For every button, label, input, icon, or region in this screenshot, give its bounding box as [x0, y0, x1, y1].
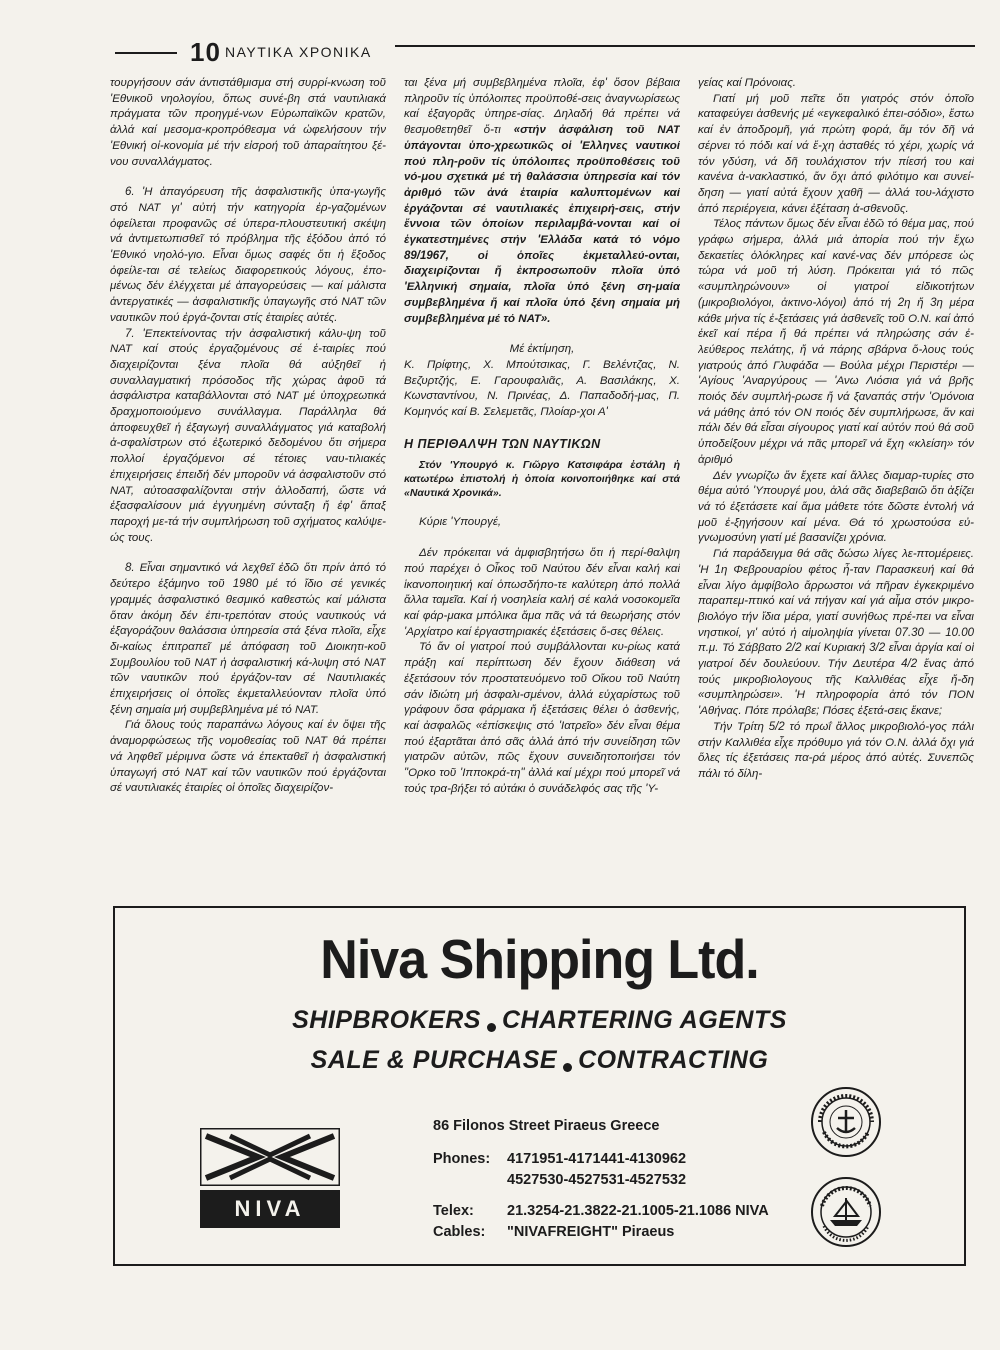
bullet-icon — [563, 1063, 572, 1072]
page-header — [115, 37, 975, 70]
ad-telex — [433, 1201, 769, 1222]
telex-label: Telex: — [433, 1203, 474, 1219]
magazine-title: ΝΑΥΤΙΚΑ ΧΡΟΝΙΚΑ — [225, 44, 372, 60]
section-title: Η ΠΕΡΙΘΑΛΨΗ ΤΩΝ ΝΑΥΤΙΚΩΝ — [404, 436, 601, 451]
paragraph: Τό ἄν οἱ γιατροί πού συμβάλλονται κυ-ρίως κατά πράξη καί περίπτωση δέν ἔχουν διάθεση νά ἐξετάσουν τόν προστατευόμενο τοῦ Οἴκου τοῦ Ναύτη σάν ἰδιώτη μή ἀσφαλι-σμένον, ἀλλά εὐχαρίστως τοῦ γράφουν ὅσα φάρμακα ἤ ἐξετάσεις θέλει ὁ ἀσθενής, καί ἀσφαλῶς «ἐπίσκεψις στό 'Ιατρεῖο» δέν εἶναι θέμα πού ἐξαρτᾶται ἀπό σᾶς ἀλλά ἀπό τήν συνείδηση τῶν γιατρῶν αὐτῶν, πῶς ἔχουν συνειδητοποιήσει τόν "Ορκο τοῦ 'Ιπποκρά-τη" ἀλλά καί μέχρι πού μπορεῖ νά τούς τρα-βήξει τό αὐτάκι ὁ συνάδελφός σας τῆς 'Υ- — [404, 641, 680, 795]
bullet-icon — [487, 1023, 496, 1032]
ad-services-line — [115, 1006, 964, 1035]
paragraph: 7. 'Επεκτείνοντας τήν ἀσφαλιστική κάλυ-ψη τοῦ ΝΑΤ καί στούς ἐργαζομένους σέ ἑ-ταιρίες πού διαχειρίζονται ξένα πλοῖα θά αὐξηθεῖ ἡ συναλλαγματική πρόσοδος τῆς χώρας ἀφοῦ τά ἀσφάλιστρα καταβάλλονται στό ΝΑΤ μέ ὑποχρεωτικά δραχμοποιούμενο συνάλλαγμα. Παράλληλα θά ἀποφευχθεῖ ἡ ἐξαγωγή συναλλάγματος γιά καταβολή ἀ-σφαλίστρων στό ἐξωτερικό δεδομένου ὅτι σήμερα πολλοί ἐργαζόμενοι σέ τέτοιες ναυ-τιλιακές ἐπιχειρήσεις ἐπειδή δέν μποροῦν νά ἀσφαλιστοῦν στό ΝΑΤ, αὐτοασφαλίζονται στήν ἀλλοδαπή, ὥστε νά ἐξασφαλίσουν μιά ἐγγυημένη σύνταξη ἤ ἐφ' ἅπαξ παροχή με-τά τήν συμπλήρωση τοῦ σχήματος καλύψε-ώς τους. — [110, 327, 386, 544]
phones-label: Phones: — [433, 1151, 491, 1167]
paragraph: Δέν γνωρίζω ἄν ἔχετε καί ἄλλες διαμαρ-τυρίες στο θέμα αὐτό 'Υπουργέ μου, ἀλά σᾶς διαβεβαιῶ ὅτι ἀξίζει νά τό ἐξετάσετε καί ἅμα μάθετε τότε δῶστε ἐντολή νά μοῦ ἐ-ξηγήσουν καί μένα. Θά τό χρωστούσα εὐ-γνωμοσύνη γιατί μέ βασανίζει χρόνια. — [698, 469, 974, 545]
niva-logo — [200, 1128, 340, 1228]
signatories: Κ. Πρίφτης, Χ. Μπούτσικας, Γ. Βελέντζας, Ν. Βεζυρτζής, Ε. Γαρουφαλιᾶς, Α. Βασιλάκης, Χ. Κωνσταντίνου, Ν. Πρινέας, Δ. Παπαδοδή-μας, Π. Κομηνός καί Β. Σελεμετᾶς, Πλοίαρ-χοι Α' — [404, 358, 680, 419]
closing-greeting: Μέ ἐκτίμηση, — [509, 343, 575, 356]
paragraph-text: ται ξένα μή συμβεβλημένα πλοῖα, ἐφ' ὅσον βέβαια πληροῦν τίς ὑπόλοιπες προϋποθέ-σεις ἀναγνωρίσεως καί ἐξαγορᾶς ὑπηρε-σίας. Δηλαδή θά πρέπει νά θεσμοθετηθεῖ ὅ-τι — [404, 77, 680, 137]
ship-emblem-seal-icon — [810, 1176, 882, 1248]
bold-quote: «στήν ἀσφάλιση τοῦ ΝΑΤ ὑπάγονται ὑπο-χρεωτικῶς οἱ 'Ελληνες ναυτικοί πού πλη-ροῦν τίς ὑπόλοιπες προϋποθέσεις τοῦ νό-μου σχετικά μέ τή θαλάσσια ὑπηρεσία καί τόν ἀριθμό τῶν ἀνά ἑταιρία καλυπτομένων καί ἐργάζονται σέ ναυτιλιακές ἐπιχειρή-σεις, στήν ἔννοια τῶν ὁποίων περιλαμβά-νονται καί οἱ ἐγκατεστημένες στήν 'Ελλάδα κατά τό νόμο 89/1967, οἱ ὁποῖες ἐκμεταλλεύ-ονται, διαχειρίζονται ἤ ἐκπροσωποῦν πλοῖα ὑπό 'Ελληνική σημαία, πλοῖα ὑπό ξένη ση-μαία συμβεβλημένα ἤ καί πλοῖα ὑπό ξένη σημαία μή συμβεβλημένα μέ τό ΝΑΤ». — [404, 124, 680, 325]
paragraph: Δέν πρόκειται νά ἀμφισβητήσω ὅτι ἡ περί-θαλψη πού παρέχει ὁ Οἶκος τοῦ Ναύτου δέν εἶναι καλή καί ἱκανοποιητική καί ὁπωσδήπο-τε καλύτερη ἀπό πολλά ἄλλα ταμεῖα. Καί ἡ νοσηλεία καλή σέ καλά νοσοκομεῖα καί φάρ-μακα μπόλικα ἅμα πᾶς νά τά θεωρήσης στόν 'Αρχίατρο καί ἐργαστηριακές ἐξετάσεις ὅ-σες θέλεις. — [404, 547, 680, 638]
paragraph: Γιά ὅλους τούς παραπάνω λόγους καί ἐν ὄψει τῆς ἀναμορφώσεως τῆς νομοθεσίας τοῦ ΝΑΤ θά πρέπει νά ληφθεῖ μέριμνα ὥστε νά ἐπεκταθεῖ ἡ ἀσφαλιστική ὑπαγωγή στό ΝΑΤ καί τῶν ναυτικῶν πού ἐργάζονται σέ ναυτιλιακές ἑταιρίες οἱ ὁποῖες διαχειρίζον- — [110, 719, 386, 795]
paragraph: γείας καί Πρόνοιας. — [698, 77, 796, 89]
paragraph: 8. Εἶναι σημαντικό νά λεχθεῖ ἐδῶ ὅτι πρίν ἀπό τό δεύτερο ἑξάμηνο τοῦ 1980 μέ τό ἴδιο σέ γενικές γραμμές ἀσφαλιστικό θεσμικό καθεστώς καί μάλιστα ὅταν ἀκόμη δέν ἐπι-τρεπόταν στούς ναυτικούς νά ἐξαγοράζουν θαλάσσια ὑπηρεσία στά ξένα πλοῖα, εἶχε δι-καίως ἐπιτραπεῖ μέ ἀπόφαση τοῦ Διοικητι-κοῦ Συμβουλίου τοῦ ΝΑΤ ἡ ἀσφαλιστική κά-λυψη στό ΝΑΤ τῶν ναυτικῶν πού ἐργάζον-ταν σέ Ναυτιλιακές ἐπιχειρήσεις οἱ ὁποῖες ἐκμεταλλεύονταν πλοῖα ὑπό ξένη σημαία μή συμβεβλημένα μέ τό ΝΑΤ. — [110, 562, 386, 716]
paragraph: Τέλος πάντων ὅμως δέν εἶναι ἐδῶ τό θέμα μας, πού γράφω σήμερα, ἀλλά μιά ἀπορία πού τήν ἔχω δεκαετίες ὁλόκληρες καί κανέ-νας δέν μπόρεσε ὡς τώρα νά μοῦ τή λύση. Πρόκειται γιά τό πῶς «συμπληρώνουν» οἱ γιατροί εἰδικοτήτων (μικροβιολόγοι, ἀκτινο-λόγοι) ἀπό τή 2η ἤ 3η μέρα κάθε μήνα τίς ἐ-ξετάσεις γιά ἀσθενεῖς τοῦ Ο.Ν. καί ἀπό ἐκεῖ καί πέρα ἤ θά πρέπει νά πληρώσης σάν ἐ-λεύθερος πελάτης, ἤ νά πάρης σβάρνα ὅ-λους τούς γιατρούς ἀπό Γλυφάδα — Βούλα μέχρι Περιστέρι — 'Αγίους 'Αναργύρους — 'Ανω Λιόσια γιά νά βρῆς ποιός δέν συμπλή-ρωσε ἤ νά ξαναπάς στήν 'Ομόνοια νά μάθης ἀπό τόν ΟΝ ποιός δέν συμπλήρωσε, ἄν καί πάλι δέν θά εἶσαι σίγουρος γιατί καί αὐτόν πού θά σοῦ ὑποδείξουν μέχρι νά πᾶς μπορεῖ νά ἔχη «κλείση» τόν ἀριθμό — [698, 218, 974, 466]
ad-contact-info — [433, 1116, 769, 1243]
header-rule — [115, 52, 177, 54]
ad-address: 86 Filonos Street Piraeus Greece — [433, 1118, 660, 1134]
header-rule — [395, 45, 975, 47]
column-2 — [404, 76, 680, 896]
paragraph: Τήν Τρίτη 5/2 τό πρωΐ ἄλλος μικροβιολό-γος πάλι στήν Καλλιθέα εἶχε πρόθυμο γιά τόν Ο.Ν. ἀλλά ὄχι γιά ὅλες τίς ἐξετάσεις πα-ρά μέρος ἀπό αὐτές. Συνεπῶς πάλι τό δίλη- — [698, 720, 974, 780]
shipbrokers-association-seal-icon — [810, 1086, 882, 1158]
ad-service: SALE & PURCHASE — [310, 1046, 558, 1074]
cables-label: Cables: — [433, 1224, 486, 1240]
telex-value: 21.3254-21.3822-21.1005-21.1086 NIVA — [507, 1203, 769, 1219]
ad-service: SHIPBROKERS — [292, 1006, 481, 1034]
salutation: Κύριε 'Υπουργέ, — [419, 516, 502, 529]
paragraph: Γιά παράδειγμα θά σᾶς δώσω λίγες λε-πτομέρειες. 'Η 1η Φεβρουαρίου φέτος ἦ-ταν Παρασκευή καί θά εἶναι λίγο ἀμφίβολο ἄρρωστοι νά πῆραν ἐγκεκριμένο παραπεμ-πτικό καί νά πήγαν καί γιά αἷμα στόν μικρο-βιολόγο τήν ἴδια μέρα, γιατί συνήθως πρέ-πει να εἶναι νηστικοί, γι' αὐτό ἡ αἱμοληψία γίνεται 07.30 — 10.00 π.μ. Τό Σάββατο 2/2 καί Κυριακή 3/2 εἶναι ἀργία καί οἱ γιατροί δέν δουλεύουν. Τήν Δευτέρα 4/2 ἕνας ἀπό τούς μικροβιολογους τῆς Καλλιθέας εἶχε ἤ-δη «συμπληρώσει». 'Η πληροφορία ἀπό τόν ΠΟΝ 'Αθήνας. Πότε πρόλαβε; Πόσες ἐξετά-σεις ἔκανε; — [698, 548, 974, 718]
niva-advertisement — [113, 906, 966, 1266]
page-number: 10 — [190, 37, 221, 67]
ad-service: CONTRACTING — [578, 1046, 769, 1074]
niva-logo-mark-icon — [200, 1128, 340, 1186]
paragraph: τουργήσουν σάν άντιστάθμισμα στή συρρί-κνωση τοῦ 'Εθνικοῦ νηολογίου, ὅπως συνέ-βη στά ναυτιλιακά πράγματα τῶν προηγμέ-νων Εὐρωπαϊκῶν κρατῶν, ἀλλά καί μεσομα-κροπρόθεσμα νά ὠφελήσουν τήν 'Εθνική οἰ-κονομία μέ τήν εἰσροή τοῦ ἀπαραίτητου ξέ-νου συναλλάγματος. — [110, 77, 386, 168]
ad-phones — [433, 1149, 769, 1170]
section-intro: Στόν 'Υπουργό κ. Γιῶργο Κατσιφάρα ἐστάλη ἡ κατωτέρω ἐπιστολή ἡ ὁποία κοινοποιήθηκε καί στά «Ναυτικά Χρονικά». — [404, 459, 680, 500]
paragraph — [404, 76, 680, 327]
ad-services-line — [115, 1046, 964, 1075]
cables-value: "NIVAFREIGHT" Piraeus — [507, 1224, 675, 1240]
phones-value: 4527530-4527531-4527532 — [507, 1172, 687, 1188]
paragraph: 6. 'Η ἀπαγόρευση τῆς ἀσφαλιστικῆς ὑπα-γωγῆς στό ΝΑΤ γι' αὐτή τήν κατηγορία ἐρ-γαζομένων ὀφείλεται προφανῶς σέ ὑπερα-πλουστευτική σκέψη νά ἀντιμετωπισθεῖ τό πρόβλημα τῆς ἐξόδου ἀπό τό 'Εθνικό νηολό-γιο. Εἶναι ὅμως σαφές ὅτι ἡ ἔξοδος ὀφείλε-ται σέ τελείως διαφορετικούς λόγους, ἐπο-μένως δέν ἐλέγχεται μέ ἀπαγορεύσεις — καί μάλιστα ἀντεργατικές — ἀσφαλιστικῆς ὑπαγωγῆς στό ΝΑΤ τῶν ναυτικῶν πού ἐργά-ζονται στίς ἑταιρίες αὐτές. — [110, 186, 386, 324]
ad-service: CHARTERING AGENTS — [501, 1006, 787, 1034]
article-columns — [110, 76, 974, 896]
column-1 — [110, 76, 386, 896]
paragraph: Γιατί μή μοῦ πεῖτε ὅτι γιατρός στόν ὁποῖο καταφεύγει ἀσθενής μέ «εγκεφαλικό ἐπει-σόδιο», ἔστω καί ἐν ἀποδρομῆ, γιά πρώτη φορά, ἅμ τόν δῆ νά σέρνει τό πόδι καί νά ἔ-χη ἀσταθές τό χέρι, χωρίς νά τόν γδύση, νά δῆ τουλάχιστον τήν πίεσή του καί κανένα ἀ-νακλαστικό, ἄν ὄχι ἀπό φιλότιμο και συνεί-δηση — γιατί αὐτά ἔχουν χαθῆ — ἀλλά του-λάχιστο ἀπό περιέργεια, κάνει ἐξέταση ἀ-σθενοῦς. — [698, 92, 974, 215]
phones-value: 4171951-4171441-4130962 — [507, 1151, 687, 1167]
ad-cables — [433, 1222, 769, 1243]
ad-company-name: Niva Shipping Ltd. — [320, 929, 759, 991]
column-3 — [698, 76, 974, 896]
niva-logo-word: NIVA — [200, 1190, 340, 1228]
